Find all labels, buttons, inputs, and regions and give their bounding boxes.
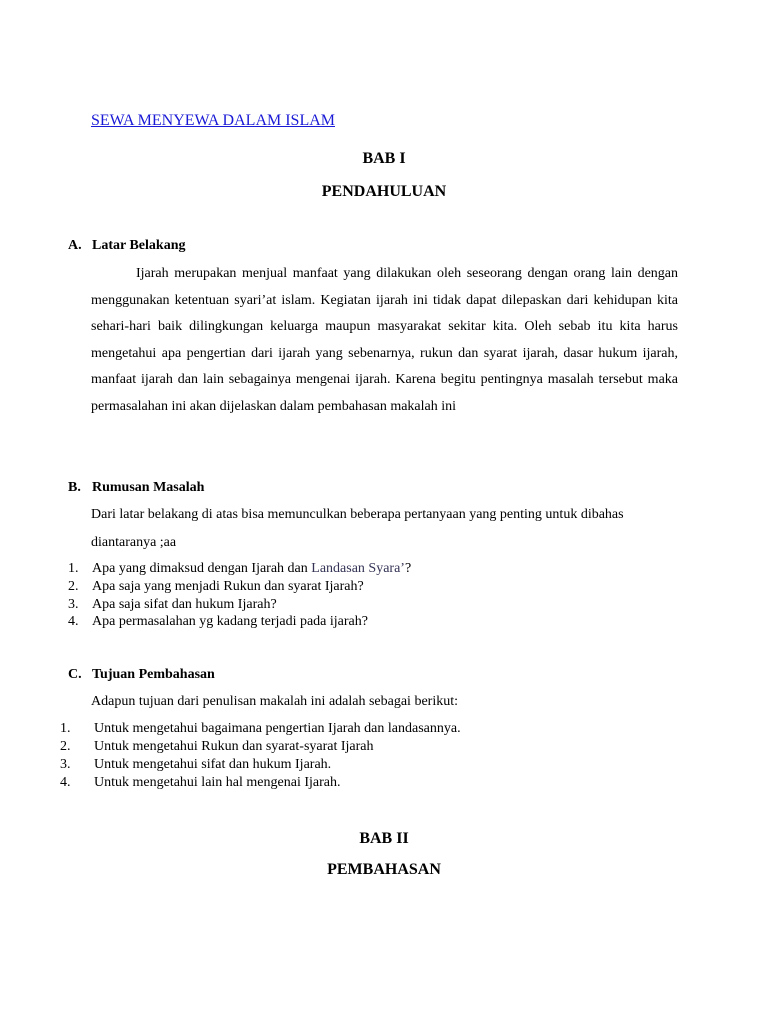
section-c-title: Tujuan Pembahasan (92, 667, 215, 682)
document-title-link[interactable]: SEWA MENYEWA DALAM ISLAM (91, 112, 335, 129)
list-item-highlight: Landasan Syara’ (311, 561, 405, 576)
section-c-heading (68, 667, 215, 683)
list-item-number: 3. (68, 597, 79, 612)
list-item-number: 4. (60, 775, 71, 790)
list-item-number: 1. (60, 721, 71, 736)
list-item-text: Apa permasalahan yg kadang terjadi pada ijarah? (92, 614, 368, 629)
list-item (68, 597, 277, 613)
section-a-letter: A. (68, 238, 82, 253)
list-item (60, 775, 341, 791)
bab2-label: BAB II (359, 830, 409, 847)
list-item-number: 4. (68, 614, 79, 629)
list-item-number: 2. (68, 579, 79, 594)
bab1-title: PENDAHULUAN (321, 183, 447, 200)
list-item (68, 561, 412, 577)
list-item-text: Untuk mengetahui Rukun dan syarat-syarat Ijarah (94, 739, 374, 754)
list-item-suffix: ? (404, 561, 412, 576)
list-item (68, 579, 364, 595)
section-a-title: Latar Belakang (92, 238, 186, 253)
list-item-number: 1. (68, 561, 79, 576)
list-item (60, 739, 374, 755)
section-b-heading (68, 480, 204, 496)
list-item-number: 3. (60, 757, 71, 772)
bab2-title: PEMBAHASAN (327, 861, 441, 878)
list-item-number: 2. (60, 739, 71, 754)
list-item-text: Apa saja sifat dan hukum Ijarah? (92, 597, 277, 612)
list-item (68, 614, 368, 630)
section-a-paragraph: Ijarah merupakan menjual manfaat yang dilakukan oleh seseorang dengan orang lain dengan menggunakan ketentuan syari’at islam. Kegiatan ijarah ini tidak dapat dilepaskan dari kehidupan kita sehari-hari baik dilingkungan keluarga maupun masyarakat sekitar kita. Oleh sebab itu kita harus mengetahui apa pengertian dari ijarah yang sebenarnya, rukun dan syarat ijarah, dasar hukum ijarah, manfaat ijarah dan lain sebagainya mengenai ijarah. Karena begitu pentingnya masalah tersebut maka permasalahan ini akan dijelaskan dalam pembahasan makalah ini (91, 266, 678, 414)
list-item-text: Apa yang dimaksud dengan Ijarah dan (92, 561, 312, 576)
bab1-label: BAB I (362, 150, 406, 167)
list-item (60, 757, 332, 773)
section-b-intro-line1: Dari latar belakang di atas bisa memunculkan beberapa pertanyaan yang penting untuk dibahas (91, 507, 624, 522)
section-b-intro-line2: diantaranya ;aa (91, 535, 177, 550)
section-b-title: Rumusan Masalah (92, 480, 205, 495)
section-b-letter: B. (68, 480, 81, 495)
section-a-heading (68, 238, 185, 254)
list-item-text: Untuk mengetahui lain hal mengenai Ijarah. (94, 775, 341, 790)
section-c-letter: C. (68, 667, 82, 682)
section-c-intro: Adapun tujuan dari penulisan makalah ini adalah sebagai berikut: (91, 694, 458, 709)
list-item-text: Untuk mengetahui bagaimana pengertian Ijarah dan landasannya. (94, 721, 461, 736)
list-item-text: Apa saja yang menjadi Rukun dan syarat Ijarah? (92, 579, 364, 594)
list-item (60, 721, 461, 737)
list-item-text: Untuk mengetahui sifat dan hukum Ijarah. (94, 757, 332, 772)
